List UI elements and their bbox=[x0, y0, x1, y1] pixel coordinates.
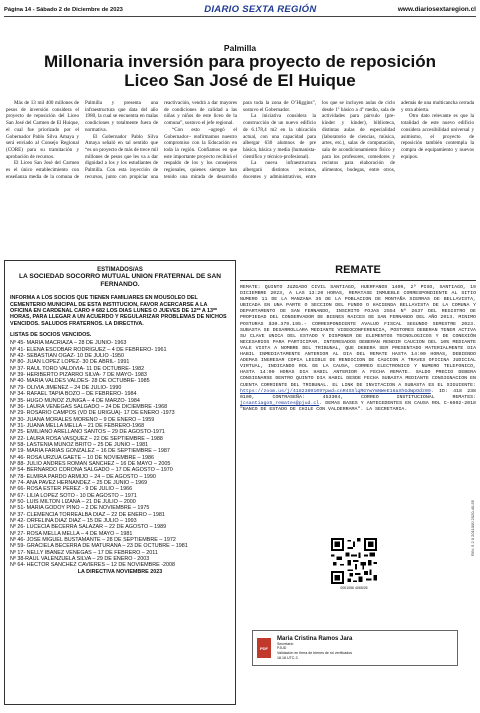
list-item: Nº 42- SEBASTIAN OGAZ- 10 DE JULIO -1950 bbox=[10, 353, 125, 360]
list-item: Nº 39- HERIBERTO PIZARRO SILVA- 7 DE MAYO- 1983 bbox=[10, 372, 147, 379]
list-item: Nº 80- JUAN LOPEZ LOPEZ- 30 DE ABRIL- 1991 bbox=[10, 359, 130, 366]
list-item: Nº 27- ROSA MELLA MELLA – 4 DE MAYO – 1981 bbox=[10, 530, 133, 537]
list-item: Nº 26- LUCECIA BECERRA SALAZAR – 22 DE AGOSTO – 1989 bbox=[10, 524, 167, 531]
article-paragraph: El Gobernador Pablo Silva Amaya señaló en tal sentido que “es un proyecto de más de trece mil millones de pesos que les va a dar dignidad a los y los estudiantes de Palmilla. Con esta inyección de recursos, junto con propiciar una reactivación, vendrá a dar mayores de condiciones de calidad a las niñas y niños de este liceo de la comuna”, sostuvo el jefe regional. bbox=[85, 100, 237, 180]
list-item: Nº 54- BERNARDO CORONA SALGADO – 17 DE AGOSTO – 1970 bbox=[10, 467, 173, 474]
list-item: Nº 88- JULIO ANDRES ROMAN SANCHEZ – 16 DE MAYO – 2005 bbox=[10, 460, 171, 467]
list-item: Nº 74- ANA PAVEZ HERNANDEZ – 25 DE JUNIO – 1969 bbox=[10, 479, 148, 486]
list-item: Nº 66- ROSA ESTER PEREZ - 9 DE JULIO – 1966 bbox=[10, 486, 133, 493]
list-item: Nº 36- LAURA VENEGAS SALGADO – 24 DE DICIEMBRE -1968 bbox=[10, 403, 168, 410]
remate-end: . DEMAS BASES Y ANTECEDENTES EN CAUSA ROL C-6602-2018 "BANCO DE ESTADO DE CHILE CON VALDERRAMA". LA SECRETARIA. bbox=[240, 400, 476, 412]
notice-intro: INFORMA A LOS SOCIOS QUE TIENEN FAMILIARES EN MOUSOLEO DEL CEMENTERIO MUNICIPAL DE ESTA INSTITUCION, FAVOR ACERCARSE A LA OFICINA EN CARDENAL CARO # 682 LOS DIAS LUNES O JUEVES DE 12ºº A 13ºº HORAS, PARA LLEGAR A UN ACUERDO Y REGULARIZAR PROBLEMAS DE NICHOS VENCIDOS. SALUDOS FRATERNOS. LA DIRECTIVA. bbox=[10, 295, 227, 327]
list-item: Nº 51- MARIA GODOY PINO – 2 DE NOVIEMBRE – 1975 bbox=[10, 505, 150, 512]
list-item: Nº 58- LASTENIA MUÑOZ BRITO – 25 DE JUNIO – 1981 bbox=[10, 441, 149, 448]
article-paragraph: La iniciativa considera la construcción de un nuevo edificio de 6.178,4 m2 en la ubicación actual, con una capacidad para albergar 630 alumnos de pre básica, básica y media (humanista-científico y técnico-profesional). bbox=[243, 113, 316, 160]
article-body bbox=[6, 100, 474, 250]
vertical-code: RIN: 5 2 0 2011000 2020-40-55 bbox=[470, 500, 475, 556]
list-item: Nº 34- RAFAEL TAPIA BOZO – DE FEBRERO- 1984 bbox=[10, 391, 137, 398]
list-item: Nº 40- MARIA VALDES VALDES- 28 DE OCTUBRE- 1985 bbox=[10, 378, 150, 385]
zoom-link[interactable]: https://zoom.us/j/4182380109?pwd=cnR4SXlqRGYwYmNWeE16aXhGdWpOdz09 bbox=[240, 388, 431, 394]
headline-line-2: Liceo San José de El Huique bbox=[124, 71, 356, 90]
qr-code-icon bbox=[331, 538, 377, 584]
mutual-society-notice bbox=[4, 260, 236, 705]
notice-list-title: LISTAS DE SOCIOS VENCIDOS. bbox=[10, 332, 92, 339]
list-item: Nº 45- MARIA MACRIAZA – 28 DE JUNIO- 1963 bbox=[10, 340, 127, 347]
page-header bbox=[4, 3, 476, 17]
list-item: Nº 46- JOSE MIGUEL BUSTAMANTE – 28 DE SEPTIEMBRE – 1972 bbox=[10, 537, 176, 544]
signer-name: Maria Cristina Ramos Jara bbox=[277, 635, 353, 642]
article-paragraph: El Liceo San José del Carmen es el único establecimiento con enseñanza media de la comuna de Palmilla y presenta una infraestructura que data del año 1980, la cual se encuentra en malas condiciones y totalmente fuera de normativa. bbox=[6, 100, 158, 180]
remates-email-link[interactable]: jcsantiago5_remates@pjud.cl bbox=[240, 400, 320, 406]
list-item: Nº 29- ROSARIO CAMPOS (VD DE URIGUA)- 17 DE ENERO -1973 bbox=[10, 410, 175, 417]
article-paragraph: “Con esto –agregó el Gobernador– reafirmamos nuestro compromiso con la Educación en toda la región. Confiamos en que este importante proyecto recibirá el respaldo de los y los consejeros regionales, quienes siempre han tenido una mirada de desarrollo para toda la zona de O’Higgins”, sostuvo el Gobernador. bbox=[164, 100, 316, 180]
headline-line-1: Millonaria inversión para proyecto de reposición bbox=[43, 52, 437, 71]
qr-caption: 0001056 4065/26 bbox=[340, 586, 368, 590]
notice-closing: LA DIRECTIVA NOVIEMBRE 2023 bbox=[77, 568, 163, 575]
notice-greeting: ESTIMADOS/AS bbox=[97, 267, 143, 273]
signer-detail: Validación en firma de bienes de rol verificados bbox=[277, 651, 353, 655]
list-item: Nº 42- ORFELINA DIAZ DIAZ – 15 DE JULIO – 1993 bbox=[10, 518, 137, 525]
remate-text bbox=[240, 285, 476, 413]
list-item: Nº 22- LAURA ROSA VASQUEZ – 22 DE SEPTIEMBRE – 1988 bbox=[10, 435, 163, 442]
list-item: Nº 25- EMILIANO ARELLANO SANTOS – 29 DE AGOSTO-1971 bbox=[10, 429, 165, 436]
list-item: Nº 35- HUGO MUÑOZ ZUÑIGA – 4 DE MARZO- 1984 bbox=[10, 397, 140, 404]
list-item: Nº 59- GRACIELA BECERRA DE MATURANA – 23 DE OCTUBRE – 1981 bbox=[10, 543, 188, 550]
list-item: Nº 78- ELMIRA PARDO ARMIJO – 24 – DE AGOSTO – 1990 bbox=[10, 473, 156, 480]
list-item: Nº 37- CLEMENCIA TORREALBA DIAZ – 22 DE ENERO – 1981 bbox=[10, 511, 165, 518]
list-item: Nº 19- MARIA FARIAS GONZALEZ – 16 DE SEPTIEMBRE – 1987 bbox=[10, 448, 170, 455]
list-item: Nº 31- JUANA MELLA MELLA – 21 DE FEBRERO-1968 bbox=[10, 422, 145, 429]
list-item: Nº 37- RAUL TORO VALDIVIA- 11 DE OCTUBRE- 1982 bbox=[10, 365, 145, 372]
notice-organization: LA SOCIEDAD SOCORRO MUTUAL UNION FRATERNAL DE SAN FERNANDO. bbox=[19, 273, 221, 289]
notice-list bbox=[10, 340, 230, 568]
list-item: Nº 41- ELENA ESCOBAR RODRIGUEZ – 4 DE FEBRERO- 1961 bbox=[10, 346, 167, 353]
remate-title: REMATE bbox=[240, 264, 476, 281]
remate-credentials: . ID: 418 238 0109, CONTRASEÑA: 453304, CORREO INSTITUCIONAL REMATES: bbox=[240, 388, 476, 400]
list-item: Nº 46- ROSA URZUA GAETE – 10 DE NOVIEMBRE – 1986 bbox=[10, 454, 154, 461]
signer-detail: Secretario bbox=[277, 641, 294, 646]
section-title: DIARIO SEXTA REGIÓN bbox=[204, 4, 317, 15]
list-item: Nº 64- HECTOR SANCHEZ CAVIERES – 12 DE NOVIEMBRE -2008 bbox=[10, 562, 176, 569]
list-item: Nº 30- JUANA MORALES MORENO – 9 DE ENERO – 1959 bbox=[10, 416, 155, 423]
list-item: Nº 17- NELLY IBAÑEZ VENEGAS – 17 DE FEBRERO – 2011 bbox=[10, 549, 158, 556]
list-item: Nº 79- OLIVIA JIMENEZ – 24 DE JULIO- 1990 bbox=[10, 384, 122, 391]
signer-detail: 18.18 UTC-3 bbox=[277, 655, 298, 660]
site-link[interactable]: www.diariosextaregion.cl bbox=[397, 6, 476, 13]
list-item: Nº 67- LILIA LOPEZ SOTO - 10 DE AGOSTO – 1971 bbox=[10, 492, 137, 499]
page-number: Página 14 - Sábado 2 de Diciembre de 2023 bbox=[4, 6, 123, 13]
list-item: Nº 50- LUIS MILTON LIZANA – 21 DE JULIO – 2000 bbox=[10, 499, 136, 505]
article-paragraph: Más de 13 mil 400 millones de pesos de inversión considera el proyecto de reposición del Liceo San José del Carmen de El Huique, el cual fue priorizado por el Gobernador Pablo Silva Amaya y será enviado al Consejo Regional (CORE) para su tramitación y aprobación de recursos. bbox=[6, 100, 79, 160]
digital-signature-stamp bbox=[252, 630, 458, 666]
remate-body: REMATE: QUINTO JUZGADO CIVIL SANTIAGO, HUERFANOS 1409, 2º PISO, SANTIAGO, 19 DICIEMBRE 2023, A LAS 13:20 HORAS, REMATASE INMUEBLE CORRESPONDIENTE AL SITIO NUMERO 11 DE LA MANZANA 35 DE LA POBLACION DE MONTAÑA SIERRAS DE BELLAVISTA, UBICADA EN UNA PARTE O SECCION DEL FUNDO O HACIENDA BELLAVISTA DE LA COMUNA Y DEPARTAMENTO DE SAN FERNANDO, INSCRITO FOJAS 2554 Nº 2637 DEL REGISTRO DE PROPIEDAD DEL CONSERVADOR DE BIENES RAICES DE SAN FERNANDO DEL AÑO 2013. MINIMO POSTURAS $30.379.195.- CORRESPONDIENTE AVALUO FISCAL SEGUNDO SEMESTRE 2023. SUBASTA SE DESARROLLARA MEDIANTE VIDEOCONFERENCIA, POSTORES DEBERAN TENER ACTIVA SU CLAVE UNICA DEL ESTADO Y DISPONER DE ELEMENTOS TECNOLOGICOS Y DE CONEXIÓN NECESARIOS PARA PARTICIPAR. INTERESADOS DEBERAN RENDIR CAUCION DEL 10% MEDIANTE VALE VISTA A NOMBRE DEL TRIBUNAL, QUE DEBERA SER PRESENTADO MATERIALMENTE DIA HABIL INMEDIATAMENTE ANTERIOR AL DIA DEL REMATE HASTA 14:00 HORAS, DEBIENDO ADEMAS INGRESAR COPIA LEGIBLE DE RENDICION DE CAUCION A TRAVES OFICINA JUDICIAL VIRTUAL, INDICANDO ROL DE LA CAUSA, CORREO ELECTRONICO Y NUMERO TELEFONICO, HASTA 14:00 HORAS DIA HABIL ANTERIOR A FECHA REMATE. SALDO PRECIO DEBERA CONSIGNARSE DENTRO QUINTO DIA HABIL DESDE FECHA SUBASTA MEDIANTE CONSIGNACION EN CUENTA CORRIENTE DEL TRIBUNAL. EL LINK DE INVITACION A SUBASTA ES EL SIGUIENTE: bbox=[240, 285, 476, 388]
article-paragraph: Otro dato relevante es que la totalidad de este nuevo edificio considera accesibilidad universal y asimismo, el proyecto de reposición también contempla la compra de equipamiento y nuevos equipos. bbox=[401, 113, 474, 160]
article-kicker: Palmilla bbox=[223, 43, 257, 53]
pdf-icon: PDF bbox=[257, 638, 271, 658]
signer-detail: PJUD bbox=[277, 646, 287, 651]
article-paragraph: La nueva infraestructura albergará distintos recintos, docentes y administrativos, entre los que se incluyen aulas de ciclo desde 1º básico a 4º medio, sala de actividades para párvulo (pre-kínder y kínder), biblioteca, distintas aulas de especialidad (laboratorio de ciencias, música, artes, etc.), salas de computación, sala de acondicionamiento físico y para los profesores, comedores y recintos para elaboración de alimentos, bodegas, entre otros, además de una multicancha cerrada y otra abierta. bbox=[243, 100, 474, 180]
list-item: Nº 38-RAUL VALENZUELA SILVA – 29 DE ENERO - 2003 bbox=[10, 556, 150, 563]
